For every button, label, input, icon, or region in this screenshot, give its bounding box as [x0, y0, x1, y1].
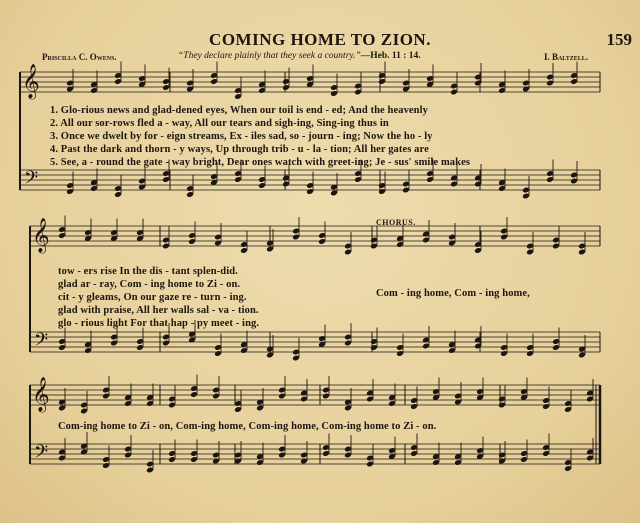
- bass-clef-icon: 𝄢: [34, 442, 49, 467]
- verse-line-4: 4. Past the dark and thorn - y ways, Up through trib - u - la - tion; All her gates are: [50, 144, 429, 155]
- epigraph-reference: —Heb. 11 : 14.: [360, 51, 421, 61]
- verse-mid-4: glad with praise, All her walls sal - va - tion.: [58, 305, 259, 316]
- composer: I. Baltzell.: [543, 52, 588, 62]
- verse-mid-2: glad ar - ray, Com - ing home to Zi - on.: [58, 279, 241, 290]
- epigraph-quote: “They declare plainly that they seek a country.”: [178, 51, 361, 61]
- hymn-title: COMING HOME TO ZION.: [209, 30, 431, 49]
- chorus-label: CHORUS.: [376, 218, 416, 227]
- verse-mid-5: glo - rious light For that hap - py meet - ing.: [58, 318, 260, 329]
- epigraph: [178, 51, 421, 61]
- verse-line-2: 2. All our sor-rows fled a - way, All our tears and sigh-ing, Sing-ing thus in: [50, 118, 389, 129]
- bass-clef-icon: 𝄢: [34, 330, 49, 355]
- treble-clef-icon: 𝄞: [22, 64, 40, 99]
- verse-mid-1: tow - ers rise In the dis - tant splen-did.: [58, 266, 238, 277]
- verse-mid-3: cit - y gleams, On our gaze re - turn - ing.: [58, 292, 247, 303]
- chorus-bottom-lyric: Com-ing home to Zi - on, Com-ing home, Com-ing home, Com-ing home to Zi - on.: [58, 421, 437, 432]
- verse-line-5: 5. See, a - round the gate - way bright, Dear ones watch with greet-ing; Je - sus' smile makes: [50, 157, 471, 168]
- verse-line-3: 3. Once we dwelt by for - eign streams, Ex - iles sad, so - journ - ing; Now the ho - ly: [50, 131, 433, 142]
- lyricist: Priscilla C. Owens.: [42, 52, 117, 62]
- bass-clef-icon: 𝄢: [24, 168, 39, 193]
- page-number: 159: [606, 30, 632, 49]
- verse-line-1: 1. Glo-rious news and glad-dened eyes, When our toil is end - ed; And the heavenly: [50, 105, 428, 116]
- chorus-mid-lyric: Com - ing home, Com - ing home,: [376, 288, 530, 299]
- treble-clef-icon: 𝄞: [32, 377, 50, 412]
- treble-clef-icon: 𝄞: [32, 218, 50, 253]
